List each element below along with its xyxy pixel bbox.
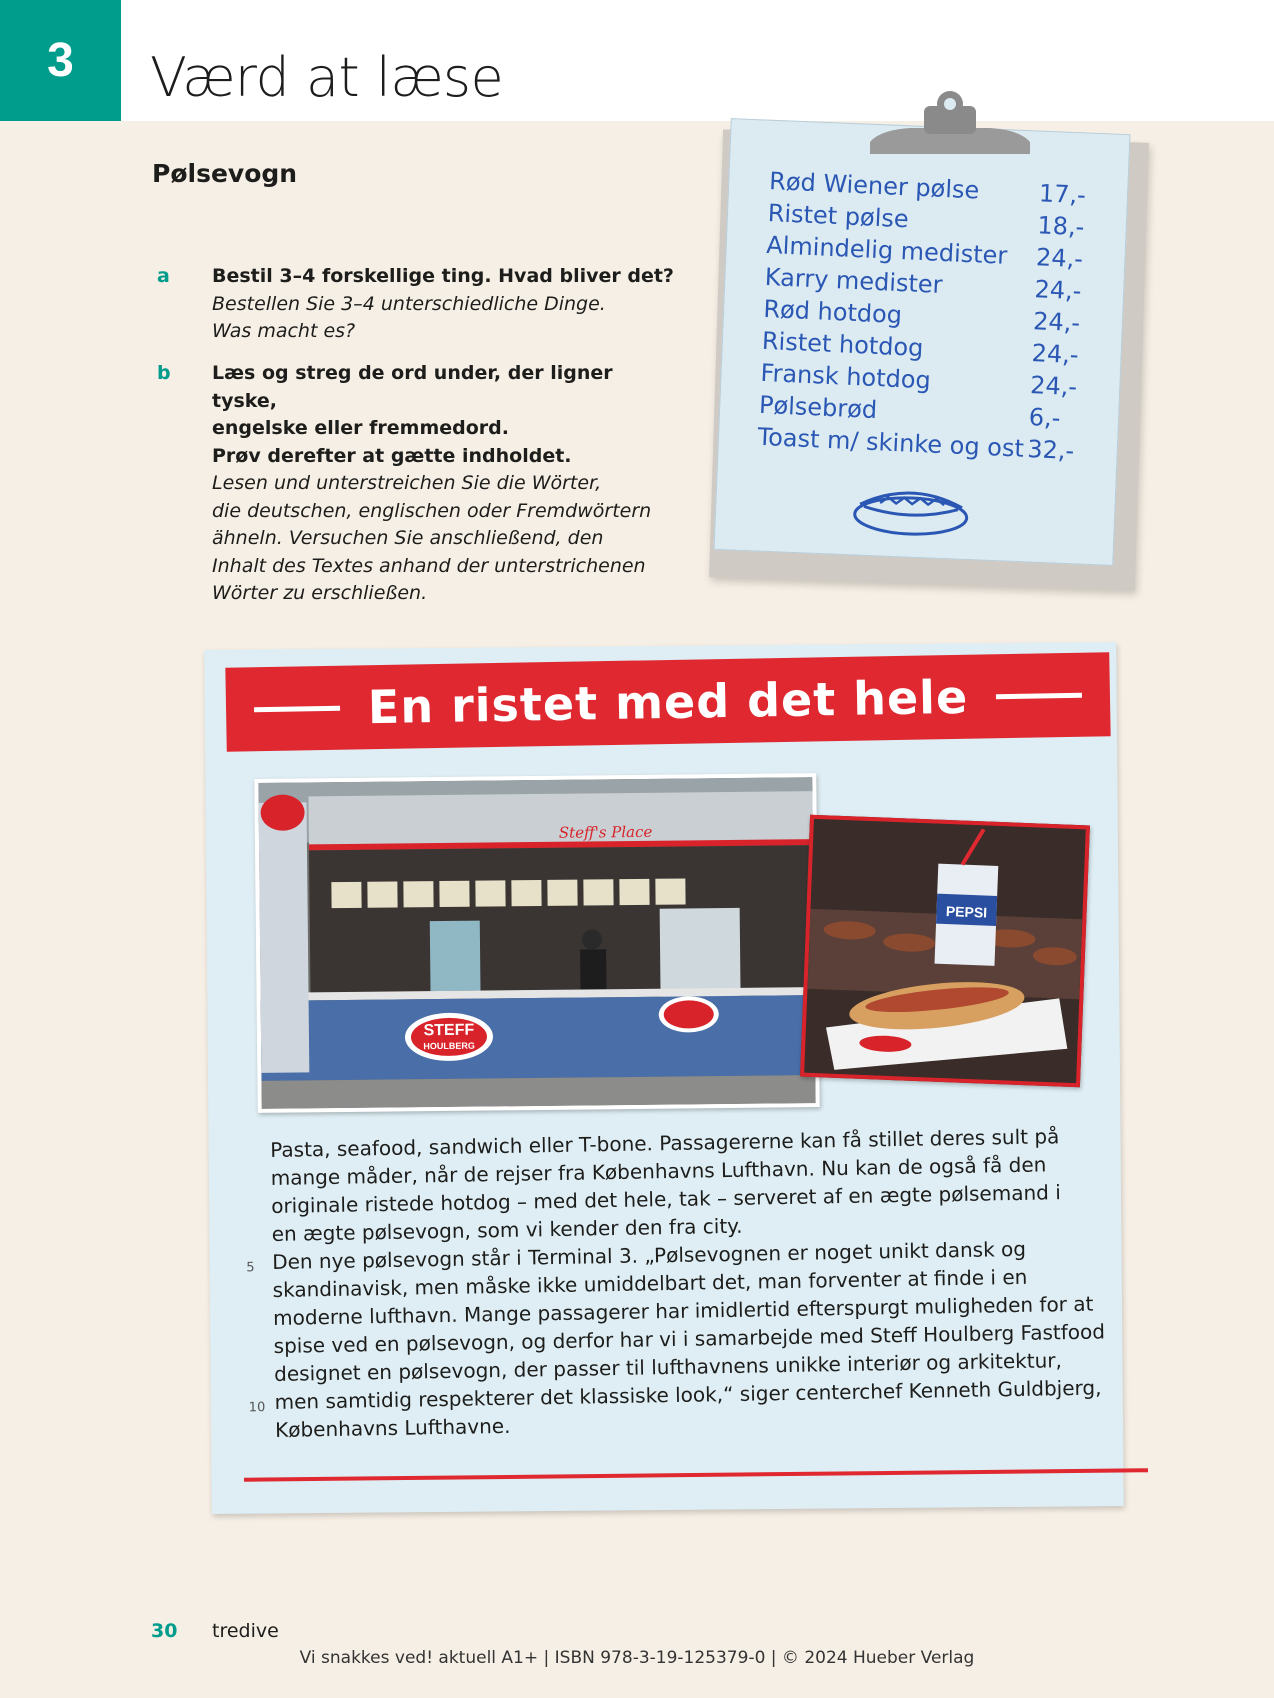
line-text: originale ristede hotdog – med det hele, tak – serveret af en ægte pølsemand i	[271, 1180, 1061, 1218]
line-text: men samtidig respekterer det klassiske look,“ siger centerchef Kenneth Guldbjerg,	[274, 1375, 1102, 1414]
menu-item-name: Ristet hotdog	[761, 326, 925, 363]
stall-sign: Steff's Place	[558, 822, 653, 842]
line-number: 5	[246, 1260, 255, 1276]
menu-item-price: 18,-	[1036, 211, 1085, 242]
task-instruction-danish: Læs og streg de ord under, der ligner tyske,	[212, 362, 613, 412]
menu-item-name: Toast m/ skinke og ost	[757, 422, 1025, 463]
headline-banner	[225, 652, 1110, 751]
chapter-title: Værd at læse	[150, 46, 504, 109]
menu-item-price: 32,-	[1026, 434, 1075, 466]
photo-hotdog-stand	[254, 773, 819, 1113]
task-instruction-german: ähneln. Versuchen Sie anschließend, den	[212, 527, 604, 549]
menu-item-name: Ristet pølse	[767, 198, 910, 234]
task-body	[212, 263, 682, 346]
line-text: Den nye pølsevogn står i Terminal 3. „Pølsevognen er noget unikt dansk og	[271, 1236, 1027, 1274]
hotdog-illustration	[804, 819, 1086, 1083]
article-body	[246, 1122, 1106, 1444]
task-instruction-german: Was macht es?	[212, 320, 356, 342]
page-number-word: tredive	[212, 1620, 279, 1642]
menu-item-price: 24,-	[1034, 275, 1083, 306]
menu-item-price: 24,-	[1029, 371, 1078, 402]
article-headline: En ristet med det hele	[367, 669, 969, 735]
menu-item-price: 17,-	[1038, 179, 1087, 210]
line-text: skandinavisk, men måske ikke umiddelbart det, man forventer at finde i en	[272, 1264, 1028, 1302]
section-title: Pølsevogn	[152, 159, 298, 188]
menu-item-name: Pølsebrød	[758, 390, 878, 425]
task-instruction-german: die deutschen, englischen oder Fremdwörtern	[212, 499, 652, 522]
line-text: spise ved en pølsevogn, og derfor har vi i samarbejde med Steff Houlberg Fastfood	[273, 1319, 1106, 1358]
menu-item-price: 24,-	[1031, 339, 1080, 370]
stand-logo-sub: HOULBERG	[423, 1040, 475, 1052]
headline-dash	[996, 692, 1082, 698]
menu-list	[757, 165, 1090, 467]
menu-item-name: Rød hotdog	[762, 294, 903, 330]
task-letter: a	[157, 265, 170, 287]
line-text: Pasta, seafood, sandwich eller T-bone. Passagererne kan få stillet deres sult på	[270, 1124, 1060, 1162]
task-instruction-german: Lesen und unterstreichen Sie die Wörter,	[212, 472, 602, 494]
task-letter: b	[157, 362, 171, 384]
task-instruction-german: Inhalt des Textes anhand der unterstrichenen	[212, 554, 646, 577]
menu-item-price: 24,-	[1035, 243, 1084, 274]
page-number: 30	[151, 1620, 178, 1642]
task-instruction-german: Wörter zu erschließen.	[212, 582, 428, 604]
menu-item-name: Almindelig medister	[765, 230, 1008, 270]
task-body	[212, 360, 682, 608]
line-text: Københavns Lufthavne.	[274, 1413, 511, 1442]
task-instruction-danish: Bestil 3–4 forskellige ting. Hvad bliver det?	[212, 265, 674, 287]
photo-hotdog-closeup	[800, 815, 1090, 1088]
cup-brand: PEPSI	[945, 903, 988, 921]
menu-item-price: 6,-	[1028, 403, 1061, 433]
menu-item-price: 24,-	[1032, 307, 1081, 338]
line-text: mange måder, når de rejser fra Københavns Lufthavn. Nu kan de også få den	[270, 1152, 1047, 1190]
hotdog-icon	[849, 476, 973, 540]
line-text: moderne lufthavn. Mange passagerer har imidlertid efterspurgt muligheden for at	[272, 1291, 1094, 1330]
stand-logo-brand: STEFF	[423, 1021, 475, 1040]
headline-dash	[254, 705, 340, 711]
menu-item-name: Rød Wiener pølse	[768, 166, 980, 205]
line-text: designet en pølsevogn, der passer til lufthavnens unikke interiør og arkitektur,	[273, 1348, 1063, 1386]
line-text: en ægte pølsevogn, som vi kender den fra city.	[271, 1213, 743, 1246]
chapter-number-badge	[0, 0, 121, 121]
chapter-number: 3	[47, 34, 74, 87]
menu-item-name: Fransk hotdog	[759, 358, 932, 395]
menu-item-name: Karry medister	[764, 262, 944, 299]
clipboard-clip-icon	[870, 90, 1030, 154]
colophon: Vi snakkes ved! aktuell A1+ | ISBN 978-3-19-125379-0 | © 2024 Hueber Verlag	[299, 1648, 975, 1668]
task-instruction-german: Bestellen Sie 3–4 unterschiedliche Dinge.	[212, 292, 606, 315]
stand-illustration	[258, 777, 815, 1109]
line-number: 10	[248, 1400, 266, 1416]
task-instruction-danish: engelske eller fremmedord.	[212, 417, 509, 439]
task-instruction-danish: Prøv derefter at gætte indholdet.	[212, 444, 572, 467]
